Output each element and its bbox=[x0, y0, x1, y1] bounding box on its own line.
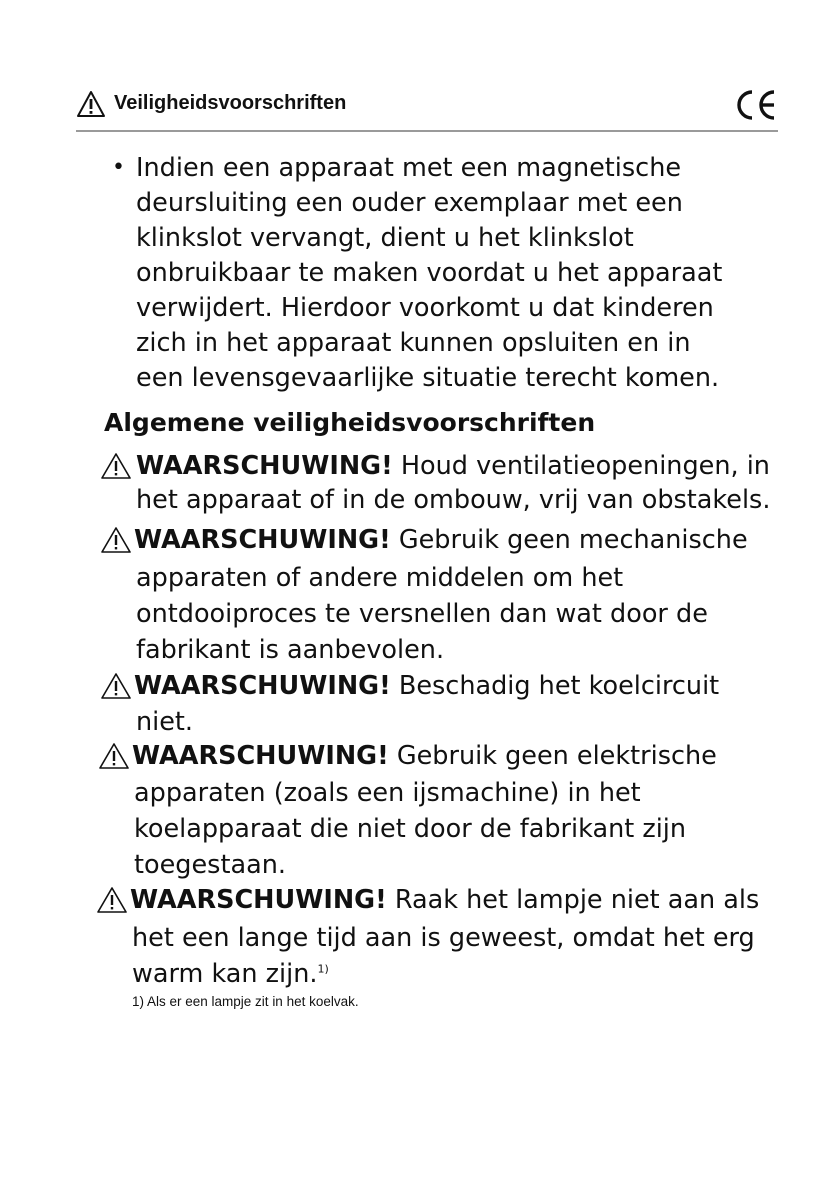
warning-text: het apparaat of in de ombouw, vrij van obstakels. bbox=[136, 485, 771, 515]
warning-label: WAARSCHUWING! bbox=[134, 525, 391, 555]
warning-text: Gebruik geen mechanische bbox=[390, 525, 748, 555]
intro-line: een levensgevaarlijke situatie terecht komen. bbox=[136, 363, 720, 393]
intro-line: klinkslot vervangt, dient u het klinkslot bbox=[136, 223, 634, 253]
warning-triangle-icon bbox=[100, 672, 132, 700]
warning-label: WAARSCHUWING! bbox=[130, 885, 387, 915]
warning-triangle-icon bbox=[96, 886, 128, 914]
intro-line: onbruikbaar te maken voordat u het apparaat bbox=[136, 258, 723, 288]
warning-text: apparaten of andere middelen om het bbox=[136, 563, 624, 593]
warning-text: niet. bbox=[136, 707, 194, 737]
intro-line: deursluiting een ouder exemplaar met een bbox=[136, 188, 683, 218]
warning-triangle-icon bbox=[98, 742, 130, 770]
warning-text: ontdooiproces te versnellen dan wat door de bbox=[136, 599, 708, 629]
warning-text: fabrikant is aanbevolen. bbox=[136, 635, 445, 665]
warning-text: het een lange tijd aan is geweest, omdat het erg bbox=[132, 923, 755, 953]
footnote-reference[interactable]: 1) bbox=[317, 962, 329, 976]
warning-triangle-icon bbox=[100, 526, 132, 554]
intro-line: verwijdert. Hierdoor voorkomt u dat kinderen bbox=[136, 293, 714, 323]
warning-text: apparaten (zoals een ijsmachine) in het bbox=[134, 778, 641, 808]
warning-text: Beschadig het koelcircuit bbox=[390, 671, 720, 701]
page-title: Veiligheidsvoorschriften bbox=[114, 92, 347, 114]
page-header bbox=[76, 86, 778, 132]
warning-text: Gebruik geen elektrische bbox=[388, 741, 717, 771]
ce-mark-icon bbox=[734, 88, 778, 122]
warning-text: Houd ventilatieopeningen, in bbox=[392, 451, 770, 481]
section-heading: Algemene veiligheidsvoorschriften bbox=[104, 408, 596, 437]
warning-triangle-icon bbox=[76, 90, 106, 118]
intro-line: Indien een apparaat met een magnetische bbox=[136, 153, 682, 183]
warning-text: koelapparaat die niet door de fabrikant zijn bbox=[134, 814, 687, 844]
footnote: 1) Als er een lampje zit in het koelvak. bbox=[132, 994, 359, 1009]
warning-triangle-icon bbox=[100, 452, 132, 480]
warning-label: WAARSCHUWING! bbox=[134, 671, 391, 701]
warning-label: WAARSCHUWING! bbox=[132, 741, 389, 771]
warning-text: Raak het lampje niet aan als bbox=[386, 885, 760, 915]
warning-label: WAARSCHUWING! bbox=[136, 451, 393, 481]
warning-text: toegestaan. bbox=[134, 850, 286, 880]
bullet-icon: • bbox=[112, 155, 125, 180]
warning-text: warm kan zijn. bbox=[132, 959, 318, 989]
intro-line: zich in het apparaat kunnen opsluiten en in bbox=[136, 328, 691, 358]
